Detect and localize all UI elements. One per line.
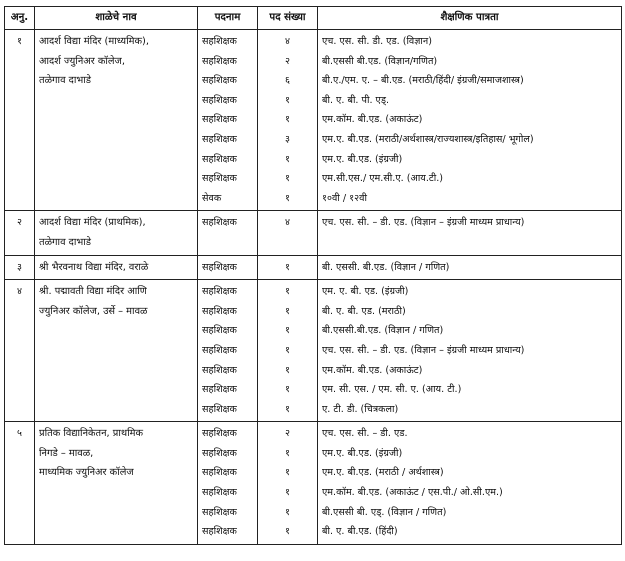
qualification: एच. एस. सी. – डी. एड. (विज्ञान – इंग्रजी माध्यम प्राधान्य) (322, 344, 525, 356)
post-title: सहशिक्षक (202, 75, 237, 87)
post-count: १ (285, 261, 290, 273)
header-qualification: शैक्षणिक पात्रता (318, 7, 622, 30)
post-count: १ (285, 364, 290, 376)
post-title: सहशिक्षक (202, 506, 237, 518)
qualification: एम.कॉम. बी.एड. (अकाऊंट / एस.पी./ ओ.सी.एम.) (322, 487, 503, 499)
qualification: बी.ए./एम. ए. – बी.एड. (मराठी/हिंदी/ इंग्रजी/समाजशास्त्र) (322, 75, 524, 87)
qualification: बी. ए. बी. पी. एड्. (322, 94, 390, 106)
qualification: ए. टी. डी. (चित्रकला) (322, 403, 399, 415)
school-name (35, 255, 198, 280)
school-name-line: माध्यमिक ज्युनिअर कॉलेज (39, 467, 134, 479)
post-count: १ (285, 467, 290, 479)
post-count: १ (285, 447, 290, 459)
post-title: सहशिक्षक (202, 114, 237, 126)
post-count: १ (285, 526, 290, 538)
qualification-cell (318, 422, 622, 545)
post-count-cell (258, 255, 318, 280)
post-count: १ (285, 344, 290, 356)
qualification: एच. एस. सी. – डी. एड. (विज्ञान – इंग्रजी माध्यम प्राधान्य) (322, 217, 525, 229)
post-count-cell (258, 280, 318, 422)
header-post: पदनाम (198, 7, 258, 30)
post-title: सहशिक्षक (202, 344, 237, 356)
post-title-cell (198, 211, 258, 255)
qualification-cell (318, 30, 622, 211)
post-title: सहशिक्षक (202, 364, 237, 376)
post-title: सहशिक्षक (202, 286, 237, 298)
school-name-line: ज्युनिअर कॉलेज, उर्से – मावळ (39, 305, 148, 317)
post-count: ४ (285, 36, 290, 47)
school-name-line: श्री. पद्मावती विद्या मंदिर आणि (39, 286, 147, 298)
table-row (5, 211, 622, 255)
post-title: सहशिक्षक (202, 526, 237, 538)
recruitment-table (4, 6, 622, 545)
serial-number: ३ (5, 255, 35, 280)
qualification: बी.एससी.बी.एड. (विज्ञान / गणित) (322, 325, 444, 337)
qualification: एच. एस. सी. – डी. एड. (322, 428, 408, 440)
post-count: १ (285, 114, 290, 126)
qualification: एम.ए. बी.एड. (इंग्रजी) (322, 153, 403, 165)
qualification: एच. एस. सी. डी. एड. (विज्ञान) (322, 36, 432, 47)
qualification: बी. ए. बी.एड. (हिंदी) (322, 526, 398, 538)
table-row (5, 422, 622, 545)
table-row (5, 280, 622, 422)
post-title: सहशिक्षक (202, 261, 237, 273)
post-title-cell (198, 280, 258, 422)
qualification: एम.कॉम. बी.एड. (अकाऊंट) (322, 114, 423, 126)
qualification: एम.ए. बी.एड. (इंग्रजी) (322, 447, 403, 459)
school-name (35, 30, 198, 211)
table-header-row (5, 7, 622, 30)
header-post-count: पद संख्या (258, 7, 318, 30)
qualification: बी. एससी. बी.एड. (विज्ञान / गणित) (322, 261, 450, 273)
post-title: सहशिक्षक (202, 428, 237, 440)
qualification-cell (318, 255, 622, 280)
qualification: बी. ए. बी. एड. (मराठी) (322, 305, 406, 317)
school-name-line: श्री भैरवनाथ विद्या मंदिर, वराळे (39, 261, 149, 273)
post-title: सहशिक्षक (202, 447, 237, 459)
header-serial: अनु. (5, 7, 35, 30)
table-row (5, 255, 622, 280)
school-name-line: आदर्श ज्युनिअर कॉलेज, (39, 55, 125, 67)
table-row (5, 30, 622, 211)
school-name-line: आदर्श विद्या मंदिर (प्राथमिक), (39, 217, 146, 229)
post-count: १ (285, 325, 290, 337)
school-name-line: तळेगाव दाभाडे (39, 75, 92, 87)
school-name-line: निगडे – मावळ, (39, 447, 94, 459)
post-title-cell (198, 255, 258, 280)
post-title: सहशिक्षक (202, 325, 237, 337)
post-count: १ (285, 403, 290, 415)
qualification: एम.सी.एस./ एम.सी.ए. (आय.टी.) (322, 173, 444, 185)
post-count: १ (285, 192, 290, 204)
qualification: एम.ए. बी.एड. (मराठी / अर्थशास्त्र) (322, 467, 444, 479)
post-title-cell (198, 422, 258, 545)
qualification: बी.एससी बी.एड. (विज्ञान/गणित) (322, 55, 438, 67)
qualification: एम.ए. बी.एड. (मराठी/अर्थशास्त्र/राज्यशास्त्र/इतिहास/ भूगोल) (322, 133, 534, 145)
post-count: १ (285, 305, 290, 317)
post-count: १ (285, 506, 290, 518)
post-title: सहशिक्षक (202, 305, 237, 317)
post-title: सहशिक्षक (202, 55, 237, 67)
qualification: एम. सी. एस. / एम. सी. ए. (आय. टी.) (322, 384, 462, 396)
header-school-name: शाळेचे नाव (35, 7, 198, 30)
post-count: ६ (285, 75, 290, 87)
qualification-cell (318, 211, 622, 255)
post-title: सहशिक्षक (202, 467, 237, 479)
qualification: १०वी / १२वी (322, 192, 367, 204)
post-title-cell (198, 30, 258, 211)
post-title: सहशिक्षक (202, 133, 237, 145)
serial-number: १ (5, 30, 35, 211)
post-count: १ (285, 487, 290, 499)
serial-number: ४ (5, 280, 35, 422)
post-count: १ (285, 94, 290, 106)
post-title: सहशिक्षक (202, 36, 237, 47)
post-count: १ (285, 173, 290, 185)
post-count: ३ (285, 133, 290, 145)
qualification: एम.कॉम. बी.एड. (अकाऊंट) (322, 364, 423, 376)
qualification: एम. ए. बी. एड. (इंग्रजी) (322, 286, 409, 298)
serial-number: २ (5, 211, 35, 255)
school-name (35, 211, 198, 255)
school-name-line: प्रतिक विद्यानिकेतन, प्राथमिक (39, 428, 144, 440)
school-name-line: आदर्श विद्या मंदिर (माध्यमिक), (39, 36, 149, 47)
post-title: सहशिक्षक (202, 403, 237, 415)
post-title: सहशिक्षक (202, 173, 237, 185)
serial-number: ५ (5, 422, 35, 545)
post-title: सहशिक्षक (202, 217, 237, 229)
post-count-cell (258, 211, 318, 255)
post-count: २ (285, 428, 290, 440)
qualification: बी.एससी बी. एड्. (विज्ञान / गणित) (322, 506, 447, 518)
school-name (35, 422, 198, 545)
qualification-cell (318, 280, 622, 422)
post-count: १ (285, 153, 290, 165)
post-count-cell (258, 30, 318, 211)
post-count-cell (258, 422, 318, 545)
post-count: १ (285, 384, 290, 396)
post-count: २ (285, 55, 290, 67)
post-title: सहशिक्षक (202, 94, 237, 106)
post-count: १ (285, 286, 290, 298)
post-title: सहशिक्षक (202, 384, 237, 396)
school-name (35, 280, 198, 422)
school-name-line: तळेगाव दाभाडे (39, 236, 92, 248)
post-count: ४ (285, 217, 290, 229)
post-title: सहशिक्षक (202, 487, 237, 499)
post-title: सहशिक्षक (202, 153, 237, 165)
post-title: सेवक (202, 192, 222, 204)
table-body (5, 30, 622, 545)
